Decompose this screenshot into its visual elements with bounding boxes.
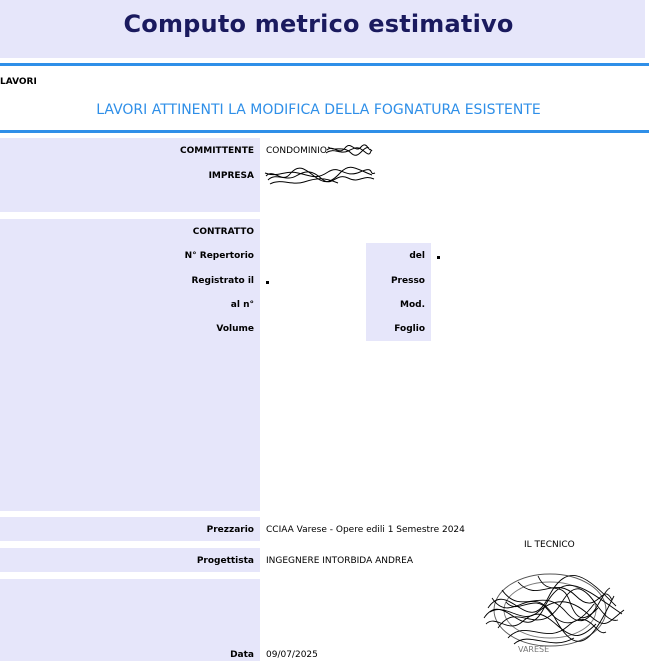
committente-value: CONDOMINIO (266, 146, 328, 156)
del-value (437, 256, 440, 259)
contratto-heading: CONTRATTO (192, 227, 254, 237)
prezzario-label: Prezzario (206, 525, 254, 535)
foglio-label: Foglio (394, 324, 425, 334)
progettista-value: INGEGNERE INTORBIDA ANDREA (266, 556, 413, 566)
lavori-description: LAVORI ATTINENTI LA MODIFICA DELLA FOGNATURA ESISTENTE (96, 102, 541, 118)
presso-label: Presso (390, 276, 425, 286)
signature-stamp (478, 568, 628, 658)
registrato-value (266, 281, 269, 284)
volume-label: Volume (216, 324, 254, 334)
divider-lavori (0, 130, 649, 133)
del-label: del (409, 251, 425, 261)
tecnico-label: IL TECNICO (524, 540, 575, 550)
progettista-label: Progettista (196, 556, 254, 566)
panel-data (0, 579, 260, 661)
committente-label: COMMITTENTE (180, 146, 254, 156)
prezzario-value: CCIAA Varese - Opere edili 1 Semestre 2024 (266, 525, 465, 535)
data-value: 09/07/2025 (266, 650, 318, 660)
repertorio-label: N° Repertorio (184, 251, 254, 261)
lavori-label: LAVORI (0, 77, 37, 87)
impresa-label: IMPRESA (208, 171, 254, 181)
panel-contratto (0, 219, 260, 511)
impresa-redaction (264, 164, 376, 190)
mod-label: Mod. (399, 300, 425, 310)
svg-text:VARESE: VARESE (518, 645, 550, 654)
page-title: Computo metrico estimativo (123, 10, 514, 38)
divider-top (0, 63, 649, 66)
committente-redaction (325, 142, 373, 158)
data-label: Data (230, 650, 254, 660)
registrato-label: Registrato il (191, 276, 254, 286)
al-n-label: al n° (230, 300, 254, 310)
